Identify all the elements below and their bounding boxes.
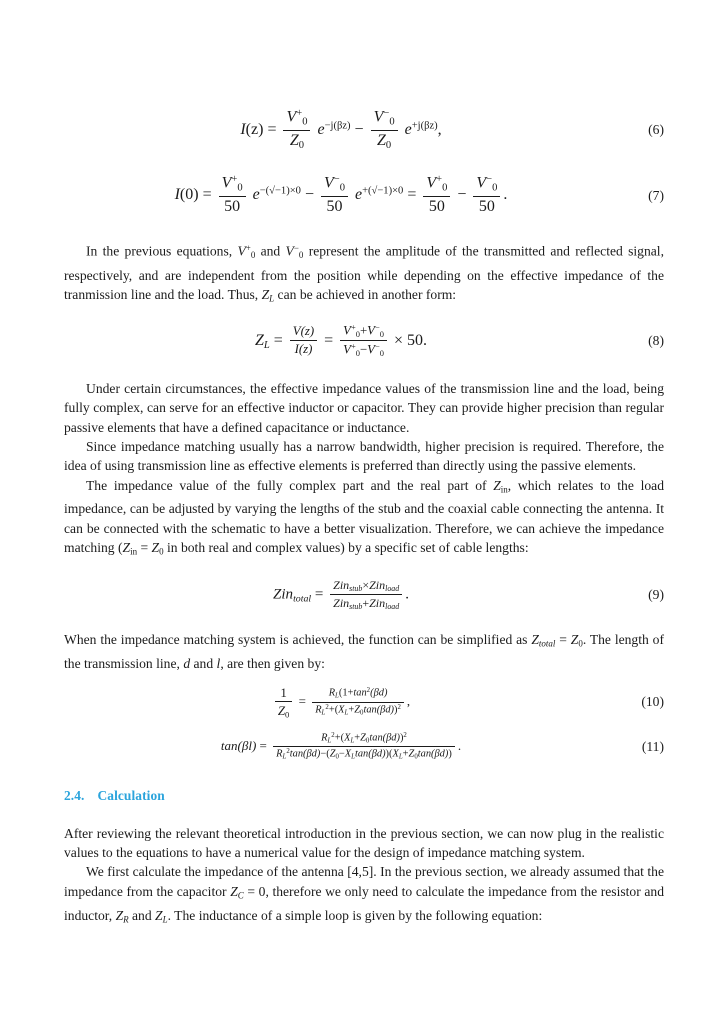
equation-6-number: (6) bbox=[648, 122, 664, 138]
eq7-fifty-2: 50 bbox=[326, 198, 343, 216]
equation-8 bbox=[64, 323, 664, 359]
p1-zl: Z bbox=[261, 286, 270, 302]
p7-text-c: . The inductance of a simple loop is given by the following equation: bbox=[167, 907, 543, 923]
equation-6 bbox=[64, 108, 664, 152]
eq6-exp2-e: e bbox=[404, 120, 412, 138]
eq7-minus-1: − bbox=[304, 186, 314, 204]
eq6-z1-sub: 0 bbox=[298, 139, 305, 151]
paragraph-when-impedance-matching-achieved bbox=[64, 630, 664, 673]
eq8-frac1-num: V(z) bbox=[292, 324, 315, 339]
eq8-equals-2: = bbox=[324, 331, 334, 349]
eq6-equals: = bbox=[267, 120, 277, 138]
eq10-plus2: + bbox=[348, 704, 355, 716]
eq7-exp1-power: −(√−1)×0 bbox=[259, 185, 301, 197]
eq8-v2-sup: − bbox=[375, 321, 380, 332]
eq9-frac-num bbox=[330, 578, 402, 595]
eq6-exp2-power: +j(βz) bbox=[411, 120, 438, 132]
eq8-lhs-sub: L bbox=[263, 339, 270, 351]
eq7-fraction-4 bbox=[473, 174, 500, 217]
eq6-v1-sub: 0 bbox=[302, 116, 308, 128]
eq11-tan: tan bbox=[220, 737, 238, 753]
eq11-p2-close: ) bbox=[385, 748, 390, 760]
eq8-times: × bbox=[393, 331, 404, 349]
eq7-fraction-3 bbox=[423, 174, 450, 217]
eq9-sub-stub-1: stub bbox=[349, 583, 363, 593]
eq9-sub-load-1: load bbox=[385, 583, 400, 593]
paragraph-we-first-calculate bbox=[64, 862, 664, 929]
eq11-p1-sup: 2 bbox=[403, 731, 407, 739]
eq7-fraction-1 bbox=[219, 174, 246, 217]
p7-and: and bbox=[128, 907, 156, 923]
equation-11-body bbox=[64, 732, 618, 762]
eq7-v3-sub: 0 bbox=[442, 182, 448, 194]
eq9-fraction bbox=[330, 578, 402, 612]
eq10-tan-sup: 2 bbox=[366, 687, 371, 695]
paragraph-previous-equations bbox=[64, 239, 664, 309]
eq7-e1: e bbox=[252, 186, 260, 204]
eq7-frac1-den bbox=[219, 196, 246, 217]
equation-8-number: (8) bbox=[648, 332, 664, 348]
eq8-fifty: 50. bbox=[407, 331, 428, 349]
eq7-v2-sub: 0 bbox=[339, 182, 345, 194]
eq8-v2: V bbox=[367, 323, 375, 337]
eq11-X3-sub: L bbox=[398, 753, 403, 761]
p5-z0: Z bbox=[570, 631, 579, 647]
eq10-R2-sub: L bbox=[321, 709, 326, 717]
eq10-Z-sub: 0 bbox=[360, 709, 364, 717]
eq7-minus-2: − bbox=[457, 186, 467, 204]
eq11-tan1: tan bbox=[369, 732, 383, 744]
eq10-betad2: (βd) bbox=[376, 704, 395, 716]
eq11-plus3: + bbox=[402, 748, 409, 760]
eq6-frac2-numerator bbox=[371, 108, 398, 130]
eq11-Z3: Z bbox=[408, 748, 415, 760]
eq11-betad2: (βd) bbox=[303, 748, 321, 760]
paragraph-after-reviewing: After reviewing the relevant theoretical introduction in the previous section, we can now plug in the realistic values to the equations to have a numerical value for the design of impedance matching system. bbox=[64, 825, 664, 861]
eq10-X: X bbox=[338, 704, 345, 716]
eq11-p3-close: ) bbox=[448, 748, 452, 760]
eq10-equals: = bbox=[298, 693, 306, 709]
eq11-X1-sub: L bbox=[350, 737, 355, 745]
p4-eq-sign: = bbox=[137, 539, 152, 555]
equation-8-body bbox=[64, 323, 618, 359]
eq6-fraction-1 bbox=[283, 108, 310, 152]
eq9-zin-4: Zin bbox=[369, 596, 386, 611]
p7-zr: Z bbox=[115, 907, 124, 923]
eq10-open: (1+ bbox=[338, 687, 354, 699]
eq6-z2: Z bbox=[376, 131, 386, 149]
eq10-R2: R bbox=[315, 704, 322, 716]
p5-ztotal-sub: total bbox=[538, 638, 556, 649]
eq11-R2-sup: 2 bbox=[286, 748, 290, 756]
eq9-times: × bbox=[362, 577, 370, 592]
equation-9 bbox=[64, 578, 664, 612]
paragraph-impedance-value-complex bbox=[64, 476, 664, 562]
eq10-rhs-den bbox=[312, 702, 404, 718]
eq11-num bbox=[273, 732, 455, 747]
p1-v-minus: V bbox=[285, 243, 294, 259]
eq7-v3-sup: + bbox=[436, 174, 443, 186]
eq6-lhs: I bbox=[240, 120, 246, 138]
eq8-v4-sub: 0 bbox=[379, 348, 384, 359]
eq10-one: 1 bbox=[280, 684, 287, 700]
p4-zin-sub: in bbox=[500, 484, 508, 495]
equation-9-number: (9) bbox=[648, 586, 664, 602]
eq6-z2-sub: 0 bbox=[385, 139, 392, 151]
eq11-tan3: tan bbox=[354, 748, 369, 760]
p4-zin: Z bbox=[493, 477, 501, 493]
eq11-Z1: Z bbox=[360, 732, 366, 744]
eq10-Z: Z bbox=[354, 704, 360, 716]
p5-z0-sub: 0 bbox=[578, 638, 583, 649]
eq8-v1-sup: + bbox=[350, 321, 356, 332]
equation-11-number: (11) bbox=[641, 738, 664, 754]
eq6-v1-sup: + bbox=[296, 108, 303, 119]
eq10-tan2: tan bbox=[363, 704, 377, 716]
p5-text-b: . The length of the transmission line, bbox=[64, 631, 664, 671]
p4-z0-sub: 0 bbox=[159, 546, 164, 557]
eq8-v1: V bbox=[343, 323, 351, 337]
eq7-equals-1: = bbox=[202, 186, 212, 204]
eq7-v3: V bbox=[426, 174, 437, 192]
eq7-e2: e bbox=[354, 186, 363, 204]
p5-l: l bbox=[216, 655, 221, 671]
p4-text-a: The impedance value of the fully complex part and the real part of bbox=[86, 477, 494, 493]
eq7-frac2-num bbox=[321, 174, 348, 196]
p5-and: and bbox=[190, 655, 217, 671]
eq8-v1-sub: 0 bbox=[355, 328, 360, 339]
eq8-equals-1: = bbox=[273, 331, 283, 349]
p7-text-b: , therefore we only need to calculate the impedance from the resistor and inductor, bbox=[64, 883, 664, 923]
eq11-R2: R bbox=[276, 748, 283, 760]
eq6-trailer: , bbox=[437, 120, 442, 138]
p4-text-b: , which relates to the load impedance, can be adjusted by varying the lengths of the stub and the coaxial cable connecting the antenna. It can be connected with the schematic to have a better visualization. Therefore, we can achieve the impedance matching ( bbox=[64, 477, 664, 555]
section-heading-calculation bbox=[64, 788, 664, 804]
section-title: Calculation bbox=[97, 787, 165, 803]
eq6-exp1-power: −j(βz) bbox=[324, 120, 351, 132]
eq7-v1: V bbox=[221, 174, 232, 192]
eq9-zin-2: Zin bbox=[369, 577, 386, 592]
eq8-v3-sub: 0 bbox=[355, 348, 360, 359]
eq8-fraction-1 bbox=[290, 324, 317, 357]
eq10-trailer: , bbox=[406, 693, 411, 709]
equation-7-number: (7) bbox=[648, 187, 664, 203]
eq10-paren-open: ( bbox=[334, 704, 339, 716]
eq11-R2-sub: L bbox=[282, 753, 287, 761]
eq7-fifty-1: 50 bbox=[224, 198, 241, 216]
eq7-fifty-4: 50 bbox=[478, 198, 495, 216]
eq11-equals: = bbox=[259, 737, 267, 753]
eq10-plus: + bbox=[328, 704, 335, 716]
eq10-R-sub: L bbox=[335, 692, 339, 700]
eq10-z0: Z bbox=[277, 703, 286, 719]
eq11-betal: (βl) bbox=[237, 737, 257, 753]
equation-11 bbox=[64, 732, 664, 762]
eq7-v1-sub: 0 bbox=[237, 182, 243, 194]
eq10-betad: (βd) bbox=[370, 687, 388, 699]
p1-text-b: represent the amplitude of the transmitted and reflected signal, respectively, and are independent from the position while depending on the effective impedance of the tranmission line and the load. Thus, bbox=[64, 243, 664, 302]
eq11-X2-sub: L bbox=[351, 753, 355, 761]
p1-text-a: In the previous equations, bbox=[86, 243, 238, 259]
eq11-Z2-sub: 0 bbox=[335, 753, 339, 761]
eq10-lhs-den bbox=[275, 701, 293, 720]
eq6-v2: V bbox=[373, 108, 384, 126]
eq11-minus: − bbox=[320, 748, 327, 760]
eq10-X-sub: L bbox=[344, 709, 349, 717]
p1-v-plus-sub: 0 bbox=[250, 250, 256, 261]
eq7-v4-sub: 0 bbox=[492, 182, 498, 194]
eq11-tan4: tan bbox=[417, 748, 432, 760]
eq8-frac2-num bbox=[340, 323, 387, 341]
eq9-sub-load-2: load bbox=[385, 602, 400, 612]
eq11-trailer: . bbox=[457, 737, 462, 753]
eq7-v2: V bbox=[323, 174, 334, 192]
eq11-p2-open: ( bbox=[326, 748, 330, 760]
eq10-z0-sub: 0 bbox=[285, 709, 290, 720]
eq11-X2: X bbox=[344, 748, 352, 760]
eq10-rhs-fraction bbox=[312, 687, 404, 717]
p1-zl-sub: L bbox=[269, 293, 275, 304]
eq9-lhs: Zin bbox=[273, 586, 294, 603]
eq11-betad4: (βd) bbox=[431, 748, 449, 760]
eq7-frac4-num bbox=[473, 174, 500, 196]
eq9-zin-3: Zin bbox=[333, 596, 350, 611]
eq11-plus1: + bbox=[334, 732, 341, 744]
page-content-column bbox=[64, 108, 664, 929]
equation-10 bbox=[64, 685, 664, 720]
eq7-fraction-2 bbox=[321, 174, 348, 217]
p1-v-minus-sub: 0 bbox=[298, 250, 304, 261]
equation-9-body bbox=[64, 578, 618, 612]
eq6-lhs-arg: (z) bbox=[245, 120, 264, 138]
eq8-v3-sup: + bbox=[350, 341, 356, 352]
eq8-frac1-den: I(z) bbox=[290, 340, 317, 357]
eq7-v2-sup: − bbox=[333, 174, 340, 186]
eq7-lhs: I bbox=[174, 186, 180, 204]
p7-text-a: We first calculate the impedance of the antenna [4,5]. In the previous section, we already assumed that the impedance from the capacitor bbox=[64, 864, 664, 899]
p7-zl-sub: L bbox=[162, 914, 168, 925]
eq8-plus: + bbox=[359, 323, 368, 337]
eq7-equals-2: = bbox=[407, 186, 417, 204]
eq10-tan: tan bbox=[353, 687, 367, 699]
eq6-v2-sub: 0 bbox=[389, 116, 395, 128]
eq7-exp2-power: +(√−1)×0 bbox=[362, 185, 404, 197]
eq10-lhs-num bbox=[275, 685, 293, 701]
eq8-frac2-den bbox=[340, 340, 387, 359]
eq11-p3-open: ( bbox=[389, 748, 393, 760]
eq7-frac1-num bbox=[219, 174, 246, 196]
eq7-v4: V bbox=[476, 174, 487, 192]
p1-text-c: can be achieved in another form: bbox=[274, 286, 457, 302]
eq10-lhs-fraction bbox=[275, 685, 293, 720]
section-number: 2.4. bbox=[64, 787, 85, 803]
eq7-frac4-den bbox=[473, 196, 500, 217]
eq6-frac1-numerator bbox=[283, 108, 310, 130]
eq8-v2-sub: 0 bbox=[379, 328, 384, 339]
eq11-fraction bbox=[273, 732, 455, 762]
eq7-trailer: . bbox=[503, 186, 508, 204]
p4-text-c: in both real and complex values) by a specific set of cable lengths: bbox=[163, 539, 529, 555]
eq6-frac2-denominator bbox=[371, 130, 398, 152]
eq9-trailer: . bbox=[405, 586, 409, 603]
eq8-v4: V bbox=[367, 342, 375, 357]
equation-10-number: (10) bbox=[641, 694, 664, 710]
eq11-R1: R bbox=[321, 732, 328, 744]
p7-zr-sub: R bbox=[123, 914, 129, 925]
eq6-v1: V bbox=[286, 108, 297, 126]
p5-text-a: When the impedance matching system is achieved, the function can be simplified as bbox=[64, 631, 532, 647]
eq10-paren-close: ) bbox=[394, 704, 398, 716]
eq7-v4-sup: − bbox=[486, 174, 493, 186]
p5-d: d bbox=[183, 655, 191, 671]
eq11-den bbox=[273, 746, 455, 762]
eq6-fraction-2 bbox=[371, 108, 398, 152]
eq8-lhs: Z bbox=[254, 331, 264, 349]
eq9-sub-stub-2: stub bbox=[349, 602, 363, 612]
eq11-p1-open: ( bbox=[340, 732, 345, 744]
eq7-fifty-3: 50 bbox=[428, 198, 445, 216]
p5-text-c: , are then given by: bbox=[220, 655, 325, 671]
p4-zin2-sub: in bbox=[130, 546, 138, 557]
equation-6-body bbox=[64, 108, 618, 152]
eq7-v1-sup: + bbox=[231, 174, 238, 186]
equation-7 bbox=[64, 174, 664, 217]
p7-eq-zero: = 0 bbox=[243, 883, 266, 899]
eq9-equals: = bbox=[314, 586, 324, 603]
paragraph-since-impedance-matching: Since impedance matching usually has a narrow bandwidth, higher precision is required. Therefore, the idea of using transmission line as effective elements is preferred than directly using the passive elements. bbox=[64, 438, 664, 474]
eq10-paren-sup: 2 bbox=[397, 703, 401, 711]
eq11-Z2: Z bbox=[329, 748, 336, 760]
eq7-frac2-den bbox=[321, 196, 348, 217]
eq11-betad3: (βd) bbox=[368, 748, 386, 760]
eq6-exp1-e: e bbox=[317, 120, 325, 138]
p7-zc: Z bbox=[230, 883, 238, 899]
eq8-fraction-2 bbox=[340, 323, 387, 359]
eq11-minus2: − bbox=[338, 748, 345, 760]
eq11-X1: X bbox=[344, 732, 351, 744]
paragraph-under-certain-circumstances: Under certain circumstances, the effective impedance values of the transmission line and the load, being fully complex, can serve for an effective inductor or capacitor. They can provide higher precision than regular passive elements that have a defined capacitance or inductance. bbox=[64, 381, 664, 435]
eq9-zin-1: Zin bbox=[333, 577, 350, 592]
eq10-R2-sup: 2 bbox=[325, 703, 329, 711]
eq9-plus: + bbox=[362, 596, 370, 611]
eq11-betad1: (βd) bbox=[382, 732, 400, 744]
eq11-R1-sub: L bbox=[327, 737, 332, 745]
p1-v-plus: V bbox=[237, 243, 246, 259]
eq11-X3: X bbox=[392, 748, 399, 760]
p1-and: and bbox=[255, 243, 286, 259]
eq6-minus: − bbox=[354, 120, 364, 138]
eq11-Z1-sub: 0 bbox=[365, 737, 370, 745]
eq11-p1-close: ) bbox=[399, 732, 404, 744]
eq6-v2-sup: − bbox=[383, 108, 390, 119]
eq11-Z3-sub: 0 bbox=[414, 753, 418, 761]
eq11-tan2: tan bbox=[289, 748, 304, 760]
eq9-frac-den bbox=[330, 594, 402, 612]
eq7-lhs-arg: (0) bbox=[179, 186, 199, 204]
eq7-frac3-den bbox=[423, 196, 450, 217]
p1-v-plus-sup: + bbox=[245, 243, 251, 254]
eq7-frac3-num bbox=[423, 174, 450, 196]
eq11-plus2: + bbox=[354, 732, 361, 744]
equation-7-body bbox=[64, 174, 618, 217]
p5-ztotal: Z bbox=[531, 631, 539, 647]
eq6-z1: Z bbox=[289, 131, 299, 149]
p4-zin2: Z bbox=[122, 539, 131, 555]
p4-z0: Z bbox=[151, 539, 160, 555]
eq11-R1-sup: 2 bbox=[331, 731, 335, 739]
eq9-lhs-sub: total bbox=[293, 592, 312, 604]
eq8-minus: − bbox=[359, 342, 368, 357]
eq6-frac1-denominator bbox=[283, 130, 310, 152]
equation-10-body bbox=[64, 685, 618, 720]
eq8-v3: V bbox=[343, 342, 351, 357]
p7-zc-sub: C bbox=[237, 890, 244, 901]
p5-eq-sign: = bbox=[555, 631, 571, 647]
p7-zl: Z bbox=[155, 907, 163, 923]
eq10-rhs-num bbox=[312, 687, 404, 702]
eq10-R: R bbox=[328, 687, 336, 699]
eq8-v4-sup: − bbox=[375, 341, 380, 352]
p1-v-minus-sup: − bbox=[293, 243, 299, 254]
